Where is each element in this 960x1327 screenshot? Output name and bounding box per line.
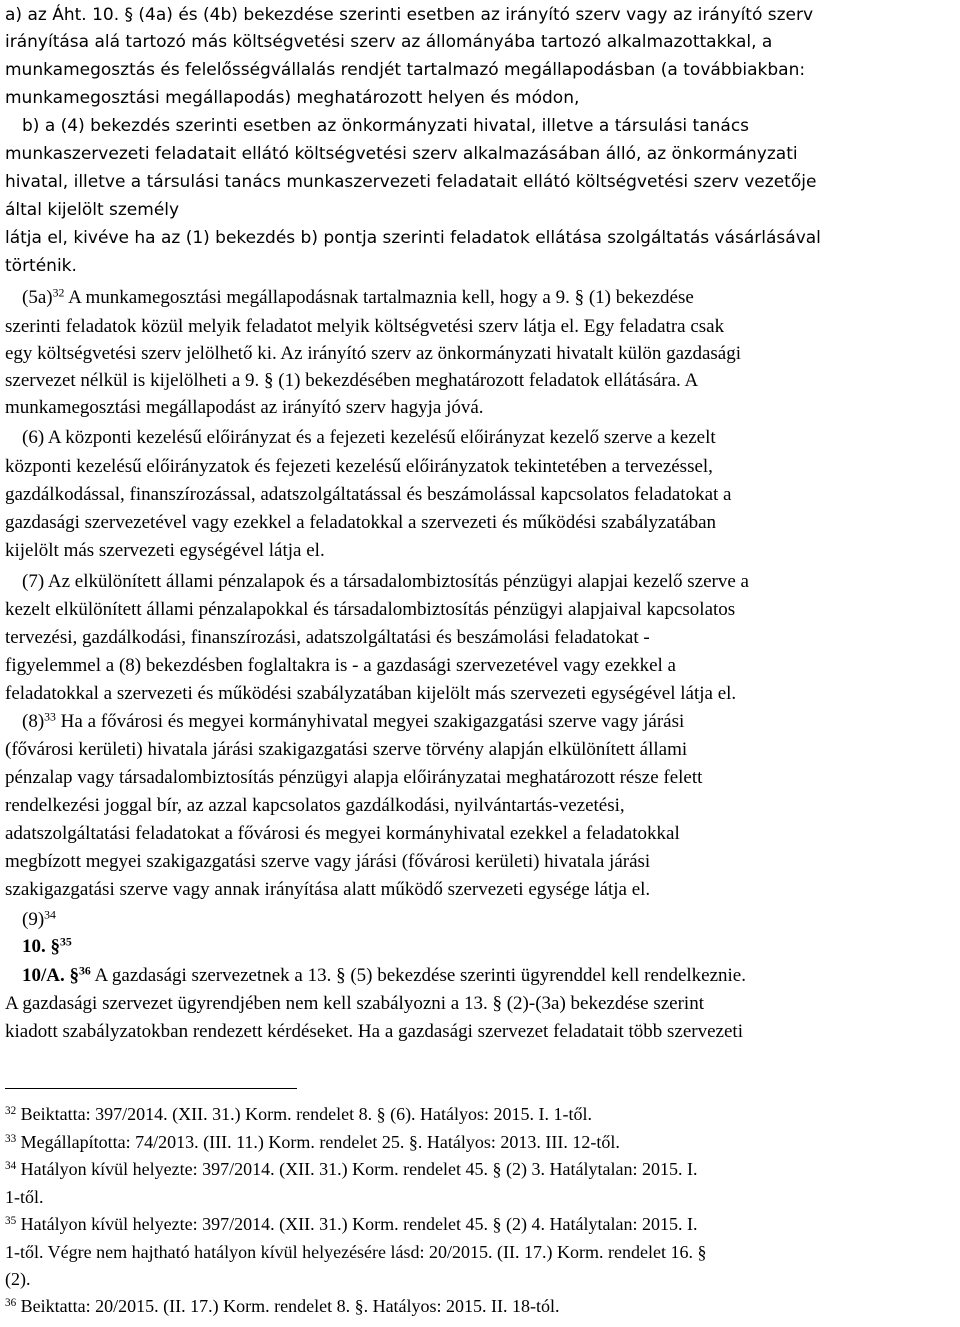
footnote-ref: 35 <box>60 935 72 949</box>
footnote-number: 35 <box>5 1214 17 1227</box>
section-10a-line <box>22 966 746 985</box>
footnote <box>5 1133 620 1151</box>
section-10-line <box>22 937 72 956</box>
footnote-continuation: (2). <box>5 1269 31 1289</box>
text-line: a) az Áht. 10. § (4a) és (4b) bekezdése szerinti esetben az irányító szerv vagy az irányító szerv <box>5 5 814 25</box>
footnote-number: 34 <box>5 1159 17 1172</box>
paragraph-number: (9) <box>22 909 45 930</box>
text-line: munkamegosztási megállapodást az irányító szerv hagyja jóvá. <box>5 397 484 418</box>
text-line: b) a (4) bekezdés szerinti esetben az önkormányzati hivatal, illetve a társulási tanács <box>22 116 750 136</box>
text-line: Ha a fővárosi és megyei kormányhivatal megyei szakigazgatási szerve vagy járási <box>60 711 685 732</box>
text-line: kezelt elkülönített állami pénzalapokkal és társadalombiztosítás pénzügyi alapjaival kapcsolatos <box>5 599 736 620</box>
text-line: rendelkezési joggal bír, az azzal kapcsolatos gazdálkodási, nyilvántartás-vezetési, <box>5 795 625 816</box>
footnote-text: Beiktatta: 397/2014. (XII. 31.) Korm. rendelet 8. § (6). Hatályos: 2015. I. 1-től. <box>20 1104 593 1124</box>
footnote-ref: 36 <box>79 964 91 978</box>
footnote-number: 33 <box>5 1132 17 1145</box>
footnote-continuation: 1-től. Végre nem hajtható hatályon kívül helyezésére lásd: 20/2015. (II. 17.) Korm. rendelet 16. § <box>5 1242 707 1262</box>
footnote <box>5 1297 560 1315</box>
text-line: által kijelölt személy <box>5 200 180 220</box>
footnote-ref: 32 <box>52 286 65 300</box>
text-line: A gazdasági szervezet ügyrendjében nem kell szabályozni a 13. § (2)-(3a) bekezdése szerint <box>5 993 704 1014</box>
text-line: tervezési, gazdálkodási, finanszírozási, adatszolgáltatási és beszámolási feladatokat - <box>5 627 650 648</box>
paragraph-number: (5a) <box>22 287 53 308</box>
footnote-number: 32 <box>5 1104 17 1117</box>
footnote <box>5 1160 697 1178</box>
text-line: központi kezelésű előirányzatok és fejezeti kezelésű előirányzatok tekintetében a tervezéssel, <box>5 456 713 477</box>
paragraph-5a-line <box>22 288 694 307</box>
text-line: munkamegosztási megállapodás) meghatározott helyen és módon, <box>5 88 580 108</box>
footnote-continuation: 1-től. <box>5 1187 44 1207</box>
footnote <box>5 1215 697 1233</box>
footnote-text: Beiktatta: 20/2015. (II. 17.) Korm. rendelet 8. §. Hatályos: 2015. II. 18-tól. <box>20 1296 560 1316</box>
footnote-separator <box>5 1088 297 1089</box>
text-line: szakigazgatási szerve vagy annak irányítása alatt működő szervezeti egysége látja el. <box>5 879 651 900</box>
text-line: munkaszervezeti feladatait ellátó költségvetési szerv alkalmazásában álló, az önkormányzati <box>5 144 798 164</box>
text-line: (6) A központi kezelésű előirányzat és a fejezeti kezelésű előirányzat kezelő szerve a kezelt <box>22 427 716 448</box>
text-line: szerinti feladatok közül melyik feladatot melyik költségvetési szerv látja el. Egy feladatra csak <box>5 316 725 337</box>
text-line: (7) Az elkülönített állami pénzalapok és a társadalombiztosítás pénzügyi alapjai kezelő szerve a <box>22 571 749 592</box>
text-line: történik. <box>5 256 77 276</box>
text-line: (fővárosi kerületi) hivatala járási szakigazgatási szerve törvény alapján elkülönített állami <box>5 739 688 760</box>
paragraph-9-line <box>22 910 56 929</box>
footnote-text: Hatályon kívül helyezte: 397/2014. (XII. 31.) Korm. rendelet 45. § (2) 3. Hatálytalan: 2015. I. <box>20 1159 698 1179</box>
text-line: látja el, kivéve ha az (1) bekezdés b) pontja szerinti feladatok ellátása szolgáltatás vásárlásával <box>5 228 821 248</box>
footnote-ref: 33 <box>44 710 56 724</box>
text-line: kijelölt más szervezeti egységével látja el. <box>5 540 325 561</box>
text-line: munkamegosztás és felelősségvállalás rendjét tartalmazó megállapodásban (a továbbiakban: <box>5 60 806 80</box>
footnote-ref: 34 <box>44 908 56 922</box>
text-line: kiadott szabályzatokban rendezett kérdéseket. Ha a gazdasági szervezet feladatait több szervezeti <box>5 1021 743 1042</box>
text-line: gazdasági szervezetével vagy ezekkel a feladatokkal a szervezeti és működési szabályzatában <box>5 512 717 533</box>
footnote <box>5 1105 592 1123</box>
footnote-text: Megállapította: 74/2013. (III. 11.) Korm. rendelet 25. §. Hatályos: 2013. III. 12-től. <box>20 1132 620 1152</box>
text-line: A munkamegosztási megállapodásnak tartalmaznia kell, hogy a 9. § (1) bekezdése <box>68 287 694 308</box>
paragraph-number: (8) <box>22 711 45 732</box>
text-line: figyelemmel a (8) bekezdésben foglaltakra is - a gazdasági szervezetével vagy ezekkel a <box>5 655 676 676</box>
footnote-number: 36 <box>5 1296 17 1309</box>
section-number: 10/A. § <box>22 965 79 986</box>
text-line: megbízott megyei szakigazgatási szerve vagy járási (fővárosi kerületi) hivatala járási <box>5 851 651 872</box>
text-line: A gazdasági szervezetnek a 13. § (5) bekezdése szerinti ügyrenddel kell rendelkeznie. <box>94 965 746 986</box>
text-line: irányítása alá tartozó más költségvetési szerv az állományába tartozó alkalmazottakkal, a <box>5 32 773 52</box>
text-line: gazdálkodással, finanszírozással, adatszolgáltatással és beszámolással kapcsolatos feladatokat a <box>5 484 732 505</box>
section-number: 10. § <box>22 936 60 957</box>
text-line: pénzalap vagy társadalombiztosítás pénzügyi alapja előirányzatai meghatározott része felett <box>5 767 703 788</box>
text-line: hivatal, illetve a társulási tanács munkaszervezeti feladatait ellátó költségvetési szerv vezetője <box>5 172 817 192</box>
text-line: feladatokkal a szervezeti és működési szabályzatában kijelölt más szervezeti egységével látja el. <box>5 683 737 704</box>
text-line: adatszolgáltatási feladatokat a fővárosi és megyei kormányhivatal ezekkel a feladatokkal <box>5 823 680 844</box>
paragraph-8-line <box>22 712 684 731</box>
footnote-text: Hatályon kívül helyezte: 397/2014. (XII. 31.) Korm. rendelet 45. § (2) 4. Hatálytalan: 2015. I. <box>20 1214 698 1234</box>
text-line: szervezet nélkül is kijelölheti a 9. § (1) bekezdésében meghatározott feladatok ellátására. A <box>5 370 699 391</box>
text-line: egy költségvetési szerv jelölhető ki. Az irányító szerv az önkormányzati hivatalt külön gazdasági <box>5 343 742 364</box>
